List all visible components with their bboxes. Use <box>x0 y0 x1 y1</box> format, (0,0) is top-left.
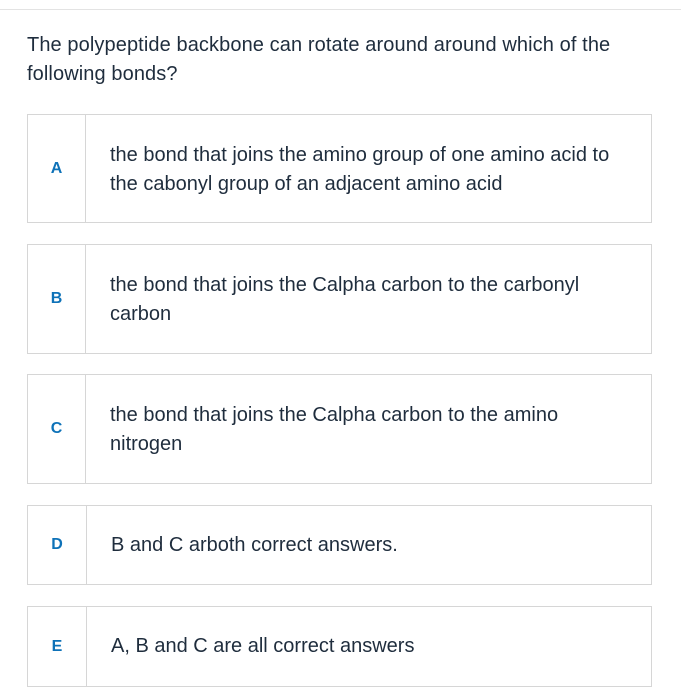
option-letter: D <box>28 506 87 584</box>
answer-option-c[interactable] <box>27 374 652 484</box>
question-text: The polypeptide backbone can rotate around around which of the following bonds? <box>27 34 611 85</box>
option-label: the bond that joins the Calpha carbon to the carbonyl carbon <box>110 274 580 325</box>
option-letter: C <box>28 375 86 483</box>
option-text <box>87 506 651 584</box>
answer-option-a[interactable] <box>27 114 652 223</box>
option-label: the bond that joins the Calpha carbon to the amino nitrogen <box>110 404 559 455</box>
option-text <box>86 245 651 353</box>
answer-option-d[interactable] <box>27 505 652 585</box>
option-text <box>87 607 651 686</box>
top-divider <box>0 9 681 10</box>
answer-option-e[interactable] <box>27 606 652 687</box>
option-text <box>86 375 651 483</box>
option-text <box>86 115 651 222</box>
option-letter: E <box>28 607 87 686</box>
option-letter: A <box>28 115 86 222</box>
option-letter: B <box>28 245 86 353</box>
answer-option-b[interactable] <box>27 244 652 354</box>
option-label: the bond that joins the amino group of one amino acid to the cabonyl group of an adjacent amino acid <box>110 144 610 195</box>
option-label: B and C arboth correct answers. <box>111 533 398 556</box>
option-label: A, B and C are all correct answers <box>111 635 415 657</box>
